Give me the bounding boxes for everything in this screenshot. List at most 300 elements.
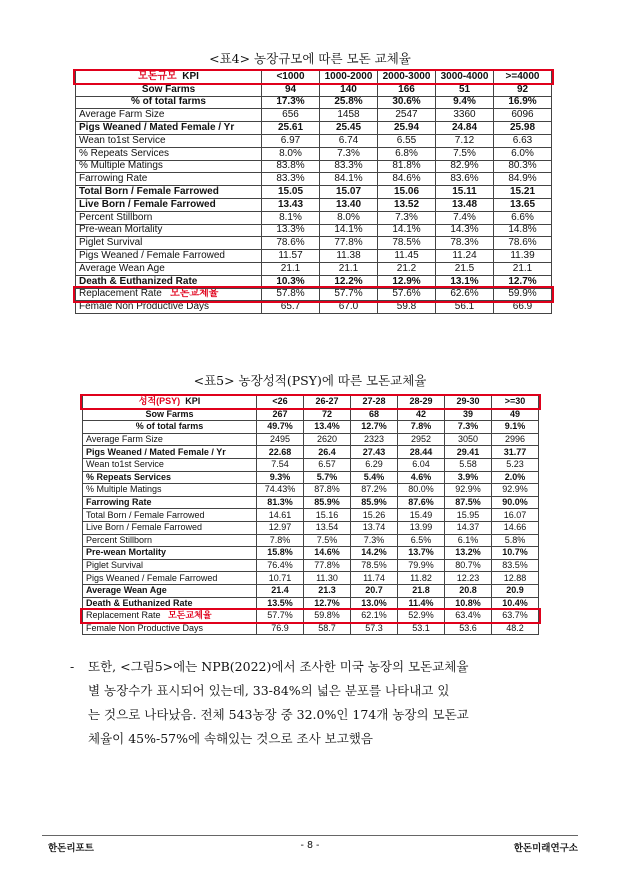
- table-row: [76, 198, 552, 211]
- table-cell: 7.8%: [257, 534, 304, 547]
- table-row: [76, 122, 552, 135]
- table-cell: 12.9%: [378, 275, 436, 288]
- table-cell: 63.4%: [445, 610, 492, 623]
- table-cell: 10.71: [257, 572, 304, 585]
- table-cell: 12.2%: [320, 275, 378, 288]
- table-cell: 12.23: [445, 572, 492, 585]
- table5: [82, 395, 539, 635]
- row-label-cell: [83, 534, 257, 547]
- row-label: Pigs Weaned / Female Farrowed: [79, 250, 225, 262]
- row-label: Average Wean Age: [86, 585, 167, 596]
- table-row: [83, 458, 539, 471]
- table-cell: 84.9%: [494, 173, 552, 186]
- table-cell: 6096: [494, 109, 552, 122]
- table-cell: 83.8%: [262, 160, 320, 173]
- row-label: Pre-wean Mortality: [86, 547, 167, 558]
- row-label-cell: [83, 597, 257, 610]
- table-row: [76, 301, 552, 314]
- table-cell: 7.8%: [398, 421, 445, 434]
- header-highlight-label: 성적(PSY): [138, 396, 181, 407]
- table-row: [83, 421, 539, 434]
- column-header: 3000-4000: [436, 71, 494, 84]
- table5-caption: <표5> 농장성적(PSY)에 따른 모돈교체율: [193, 373, 427, 388]
- row-label-cell: [83, 547, 257, 560]
- table-cell: 76.4%: [257, 559, 304, 572]
- table-cell: 8.0%: [320, 211, 378, 224]
- table-cell: 12.7%: [304, 597, 351, 610]
- row-highlight-label: 모돈교체율: [170, 288, 219, 300]
- table-cell: 13.7%: [398, 547, 445, 560]
- table-cell: 267: [257, 408, 304, 421]
- table-cell: 2620: [304, 433, 351, 446]
- table-cell: 15.26: [351, 509, 398, 522]
- table-row: [76, 96, 552, 109]
- body-paragraph: [70, 655, 560, 751]
- table-row: [76, 186, 552, 199]
- table-cell: 80.0%: [398, 484, 445, 497]
- column-header: 1000-2000: [320, 71, 378, 84]
- table-cell: 13.48: [436, 198, 494, 211]
- row-label: Average Farm Size: [79, 109, 165, 121]
- table-cell: 85.9%: [351, 496, 398, 509]
- table-cell: 11.74: [351, 572, 398, 585]
- column-header: 2000-3000: [378, 71, 436, 84]
- table-cell: 656: [262, 109, 320, 122]
- table-row: [83, 534, 539, 547]
- table-cell: 15.49: [398, 509, 445, 522]
- table-cell: 77.8%: [320, 237, 378, 250]
- table-cell: 7.5%: [304, 534, 351, 547]
- table-row: [76, 109, 552, 122]
- row-label-cell: [76, 173, 262, 186]
- table-cell: 11.45: [378, 250, 436, 263]
- table-cell: 78.5%: [378, 237, 436, 250]
- row-label-cell: [76, 275, 262, 288]
- row-label: Death & Euthanized Rate: [79, 275, 198, 287]
- footer-right: 한돈미래연구소: [513, 843, 578, 854]
- column-header: 26-27: [304, 396, 351, 409]
- table-cell: 15.07: [320, 186, 378, 199]
- table-cell: 6.1%: [445, 534, 492, 547]
- table-cell: 5.58: [445, 458, 492, 471]
- row-label: Percent Stillborn: [79, 211, 153, 223]
- row-label: Sow Farms: [141, 83, 196, 95]
- row-label: Total Born / Female Farrowed: [86, 509, 205, 520]
- table-cell: 15.06: [378, 186, 436, 199]
- table-cell: 13.4%: [304, 421, 351, 434]
- table-cell: 8.0%: [262, 147, 320, 160]
- table-cell: 12.88: [492, 572, 539, 585]
- row-label-cell: [76, 147, 262, 160]
- table-cell: 21.4: [257, 584, 304, 597]
- table-cell: 85.9%: [304, 496, 351, 509]
- table-cell: 21.5: [436, 262, 494, 275]
- table-cell: 28.44: [398, 446, 445, 459]
- table-cell: 39: [445, 408, 492, 421]
- table-cell: 2952: [398, 433, 445, 446]
- table-cell: 13.43: [262, 198, 320, 211]
- table-cell: 78.6%: [494, 237, 552, 250]
- row-label-cell: [83, 433, 257, 446]
- table-cell: 10.8%: [445, 597, 492, 610]
- row-label: Pigs Weaned / Mated Female / Yr: [79, 122, 235, 134]
- table-cell: 6.5%: [398, 534, 445, 547]
- row-label-cell: [76, 186, 262, 199]
- row-label: Wean to1st Service: [86, 459, 164, 470]
- table-row: [76, 237, 552, 250]
- table-cell: 11.24: [436, 250, 494, 263]
- table-cell: 13.40: [320, 198, 378, 211]
- table-cell: 84.1%: [320, 173, 378, 186]
- table-row: [83, 433, 539, 446]
- table-cell: 15.8%: [257, 547, 304, 560]
- row-label: % Multiple Matings: [79, 160, 163, 172]
- table-cell: 78.5%: [351, 559, 398, 572]
- table-cell: 5.23: [492, 458, 539, 471]
- body-line: 별 농장수가 표시되어 있는데, 33-84%의 넓은 분포를 나타내고 있: [88, 683, 450, 698]
- row-label-cell: [83, 496, 257, 509]
- table4: [75, 70, 552, 314]
- table-cell: 16.9%: [494, 96, 552, 109]
- table-cell: 92.9%: [492, 484, 539, 497]
- table-cell: 6.29: [351, 458, 398, 471]
- table-cell: 59.8%: [304, 610, 351, 623]
- table-row: [83, 610, 539, 623]
- row-label-cell: [83, 559, 257, 572]
- table-cell: 80.3%: [494, 160, 552, 173]
- table-cell: 2.0%: [492, 471, 539, 484]
- row-label-cell: [76, 198, 262, 211]
- row-label: Farrowing Rate: [86, 497, 152, 508]
- table-cell: 7.12: [436, 134, 494, 147]
- row-label-cell: [76, 301, 262, 314]
- table-cell: 13.74: [351, 521, 398, 534]
- row-label-cell: [76, 122, 262, 135]
- body-line: 또한, <그림5>에는 NPB(2022)에서 조사한 미국 농장의 모돈교체율: [88, 659, 469, 674]
- row-label-cell: [83, 622, 257, 635]
- table-cell: 20.7: [351, 584, 398, 597]
- row-label-cell: [83, 572, 257, 585]
- header-row: [76, 71, 552, 84]
- table-row: [76, 160, 552, 173]
- row-label-cell: [83, 458, 257, 471]
- table-cell: 15.05: [262, 186, 320, 199]
- table-cell: 87.8%: [304, 484, 351, 497]
- table-cell: 29.41: [445, 446, 492, 459]
- table-cell: 13.52: [378, 198, 436, 211]
- row-highlight-label: 모돈교체율: [168, 610, 212, 621]
- table-row: [83, 408, 539, 421]
- table-cell: 11.39: [494, 250, 552, 263]
- table-cell: 59.9%: [494, 288, 552, 301]
- row-label: Pre-wean Mortality: [79, 224, 163, 236]
- table-cell: 90.0%: [492, 496, 539, 509]
- row-label: Replacement Rate: [79, 288, 162, 300]
- table-cell: 14.61: [257, 509, 304, 522]
- table-cell: 94: [262, 83, 320, 96]
- table-cell: 13.0%: [351, 597, 398, 610]
- table-cell: 49: [492, 408, 539, 421]
- table-cell: 83.5%: [492, 559, 539, 572]
- header-kpi-label: KPI: [182, 70, 199, 82]
- table-cell: 30.6%: [378, 96, 436, 109]
- table-row: [83, 622, 539, 635]
- table-cell: 25.61: [262, 122, 320, 135]
- table-cell: 14.8%: [494, 224, 552, 237]
- table-cell: 9.3%: [257, 471, 304, 484]
- table-cell: 79.9%: [398, 559, 445, 572]
- row-label-cell: [76, 224, 262, 237]
- table-cell: 92.9%: [445, 484, 492, 497]
- bullet-dash: -: [70, 659, 75, 674]
- footer-page-number: - 8 -: [300, 840, 320, 851]
- table-cell: 14.2%: [351, 547, 398, 560]
- table-cell: 7.3%: [378, 211, 436, 224]
- table-row: [83, 521, 539, 534]
- table-cell: 11.57: [262, 250, 320, 263]
- table-cell: 21.3: [304, 584, 351, 597]
- table-cell: 7.4%: [436, 211, 494, 224]
- row-label: Live Born / Female Farrowed: [79, 198, 216, 210]
- row-label-cell: [76, 109, 262, 122]
- table-row: [76, 147, 552, 160]
- table-cell: 10.4%: [492, 597, 539, 610]
- table-cell: 5.4%: [351, 471, 398, 484]
- table-cell: 3.9%: [445, 471, 492, 484]
- table-cell: 166: [378, 83, 436, 96]
- table-cell: 92: [494, 83, 552, 96]
- table-cell: 76.9: [257, 622, 304, 635]
- row-label-cell: [76, 160, 262, 173]
- table-cell: 21.1: [494, 262, 552, 275]
- table-cell: 2495: [257, 433, 304, 446]
- table-row: [76, 262, 552, 275]
- table-cell: 87.6%: [398, 496, 445, 509]
- row-label-cell: [76, 250, 262, 263]
- table-cell: 11.38: [320, 250, 378, 263]
- table-cell: 25.94: [378, 122, 436, 135]
- table-cell: 15.21: [494, 186, 552, 199]
- table-cell: 21.2: [378, 262, 436, 275]
- table-cell: 83.6%: [436, 173, 494, 186]
- table-cell: 82.9%: [436, 160, 494, 173]
- table-cell: 83.3%: [262, 173, 320, 186]
- table-cell: 10.7%: [492, 547, 539, 560]
- column-header: <26: [257, 396, 304, 409]
- table-cell: 74.43%: [257, 484, 304, 497]
- row-label: % of total farms: [135, 421, 204, 432]
- table-row: [83, 584, 539, 597]
- table-cell: 7.3%: [445, 421, 492, 434]
- table-cell: 6.55: [378, 134, 436, 147]
- header-kpi-label: KPI: [185, 396, 201, 407]
- table-cell: 13.99: [398, 521, 445, 534]
- table-cell: 57.3: [351, 622, 398, 635]
- table-cell: 62.6%: [436, 288, 494, 301]
- row-label: Piglet Survival: [86, 560, 144, 571]
- table-cell: 6.8%: [378, 147, 436, 160]
- table-cell: 11.4%: [398, 597, 445, 610]
- table-cell: 6.74: [320, 134, 378, 147]
- row-label: % Repeats Services: [86, 471, 172, 482]
- table-cell: 7.3%: [320, 147, 378, 160]
- table-cell: 17.3%: [262, 96, 320, 109]
- table-row: [83, 559, 539, 572]
- table-row: [83, 597, 539, 610]
- column-header: 27-28: [351, 396, 398, 409]
- table-cell: 21.8: [398, 584, 445, 597]
- table-cell: 21.1: [320, 262, 378, 275]
- table-row: [76, 173, 552, 186]
- table-row: [83, 547, 539, 560]
- body-line: 는 것으로 나타났음. 전체 543농장 중 32.0%인 174개 농장의 모돈교: [88, 707, 469, 722]
- row-label: % Multiple Matings: [86, 484, 162, 495]
- row-label: Sow Farms: [145, 408, 194, 419]
- table-cell: 13.54: [304, 521, 351, 534]
- table-cell: 14.1%: [378, 224, 436, 237]
- table-cell: 3050: [445, 433, 492, 446]
- table-cell: 77.8%: [304, 559, 351, 572]
- table-cell: 15.16: [304, 509, 351, 522]
- row-label: Death & Euthanized Rate: [86, 597, 193, 608]
- table-cell: 12.97: [257, 521, 304, 534]
- table-cell: 72: [304, 408, 351, 421]
- table-cell: 8.1%: [262, 211, 320, 224]
- table-cell: 24.84: [436, 122, 494, 135]
- table-cell: 57.6%: [378, 288, 436, 301]
- table-cell: 140: [320, 83, 378, 96]
- header-row: [83, 396, 539, 409]
- table-cell: 14.1%: [320, 224, 378, 237]
- table-cell: 13.2%: [445, 547, 492, 560]
- table-row: [83, 509, 539, 522]
- table-cell: 2547: [378, 109, 436, 122]
- table-cell: 9.4%: [436, 96, 494, 109]
- table-cell: 11.82: [398, 572, 445, 585]
- table-cell: 12.7%: [494, 275, 552, 288]
- row-label-cell: [76, 134, 262, 147]
- row-label: Pigs Weaned / Female Farrowed: [86, 572, 218, 583]
- table-row: [83, 572, 539, 585]
- table-cell: 15.11: [436, 186, 494, 199]
- table-cell: 81.8%: [378, 160, 436, 173]
- table-row: [83, 496, 539, 509]
- table-cell: 25.8%: [320, 96, 378, 109]
- table-cell: 53.6: [445, 622, 492, 635]
- column-header: >=4000: [494, 71, 552, 84]
- table-cell: 7.5%: [436, 147, 494, 160]
- table-cell: 20.9: [492, 584, 539, 597]
- table-cell: 4.6%: [398, 471, 445, 484]
- table-cell: 57.8%: [262, 288, 320, 301]
- table-cell: 9.1%: [492, 421, 539, 434]
- row-label: Wean to1st Service: [79, 134, 166, 146]
- table-cell: 83.3%: [320, 160, 378, 173]
- footer-left: 한돈리포트: [48, 843, 94, 854]
- table-cell: 48.2: [492, 622, 539, 635]
- table-cell: 31.77: [492, 446, 539, 459]
- table-cell: 2323: [351, 433, 398, 446]
- table-cell: 65.7: [262, 301, 320, 314]
- table-cell: 58.7: [304, 622, 351, 635]
- table-cell: 25.98: [494, 122, 552, 135]
- table-row: [76, 211, 552, 224]
- row-label-cell: [83, 471, 257, 484]
- table-cell: 22.68: [257, 446, 304, 459]
- table-cell: 59.8: [378, 301, 436, 314]
- table-cell: 20.8: [445, 584, 492, 597]
- table-cell: 3360: [436, 109, 494, 122]
- table-cell: 52.9%: [398, 610, 445, 623]
- table-cell: 66.9: [494, 301, 552, 314]
- table-cell: 14.37: [445, 521, 492, 534]
- table-cell: 14.6%: [304, 547, 351, 560]
- table-row: [76, 250, 552, 263]
- table-cell: 7.54: [257, 458, 304, 471]
- table-cell: 25.45: [320, 122, 378, 135]
- table-cell: 6.04: [398, 458, 445, 471]
- table-cell: 6.97: [262, 134, 320, 147]
- row-label: Female Non Productive Days: [86, 622, 204, 633]
- row-label-cell: [76, 96, 262, 109]
- table-cell: 84.6%: [378, 173, 436, 186]
- table-row: [76, 288, 552, 301]
- table-cell: 11.30: [304, 572, 351, 585]
- row-label: Percent Stillborn: [86, 534, 153, 545]
- table-cell: 12.7%: [351, 421, 398, 434]
- row-label-cell: [76, 288, 262, 301]
- row-label: Farrowing Rate: [79, 173, 148, 185]
- column-header: 28-29: [398, 396, 445, 409]
- table-row: [76, 224, 552, 237]
- column-header: >=30: [492, 396, 539, 409]
- header-kpi-cell: [83, 396, 257, 409]
- row-label-cell: [76, 211, 262, 224]
- row-label: Average Farm Size: [86, 434, 163, 445]
- table-cell: 53.1: [398, 622, 445, 635]
- row-label-cell: [83, 446, 257, 459]
- row-label-cell: [83, 584, 257, 597]
- column-header: 29-30: [445, 396, 492, 409]
- table-cell: 6.63: [494, 134, 552, 147]
- row-label: Piglet Survival: [79, 237, 143, 249]
- table-cell: 7.3%: [351, 534, 398, 547]
- table-cell: 42: [398, 408, 445, 421]
- header-highlight-label: 모돈규모: [138, 70, 177, 82]
- table-cell: 57.7%: [257, 610, 304, 623]
- table-cell: 14.66: [492, 521, 539, 534]
- row-label: Total Born / Female Farrowed: [79, 186, 219, 198]
- table-cell: 13.3%: [262, 224, 320, 237]
- table-cell: 62.1%: [351, 610, 398, 623]
- table-cell: 13.1%: [436, 275, 494, 288]
- footer-divider: [42, 835, 578, 836]
- table-cell: 78.3%: [436, 237, 494, 250]
- table-cell: 6.57: [304, 458, 351, 471]
- table-cell: 6.0%: [494, 147, 552, 160]
- row-label-cell: [76, 237, 262, 250]
- table-cell: 16.07: [492, 509, 539, 522]
- table-cell: 13.5%: [257, 597, 304, 610]
- table-row: [76, 134, 552, 147]
- table-cell: 27.43: [351, 446, 398, 459]
- table-cell: 68: [351, 408, 398, 421]
- table-cell: 80.7%: [445, 559, 492, 572]
- row-label: % Repeats Services: [79, 147, 170, 159]
- table4-caption: <표4> 농장규모에 따른 모돈 교체율: [209, 51, 411, 66]
- row-label: Average Wean Age: [79, 262, 165, 274]
- table-cell: 78.6%: [262, 237, 320, 250]
